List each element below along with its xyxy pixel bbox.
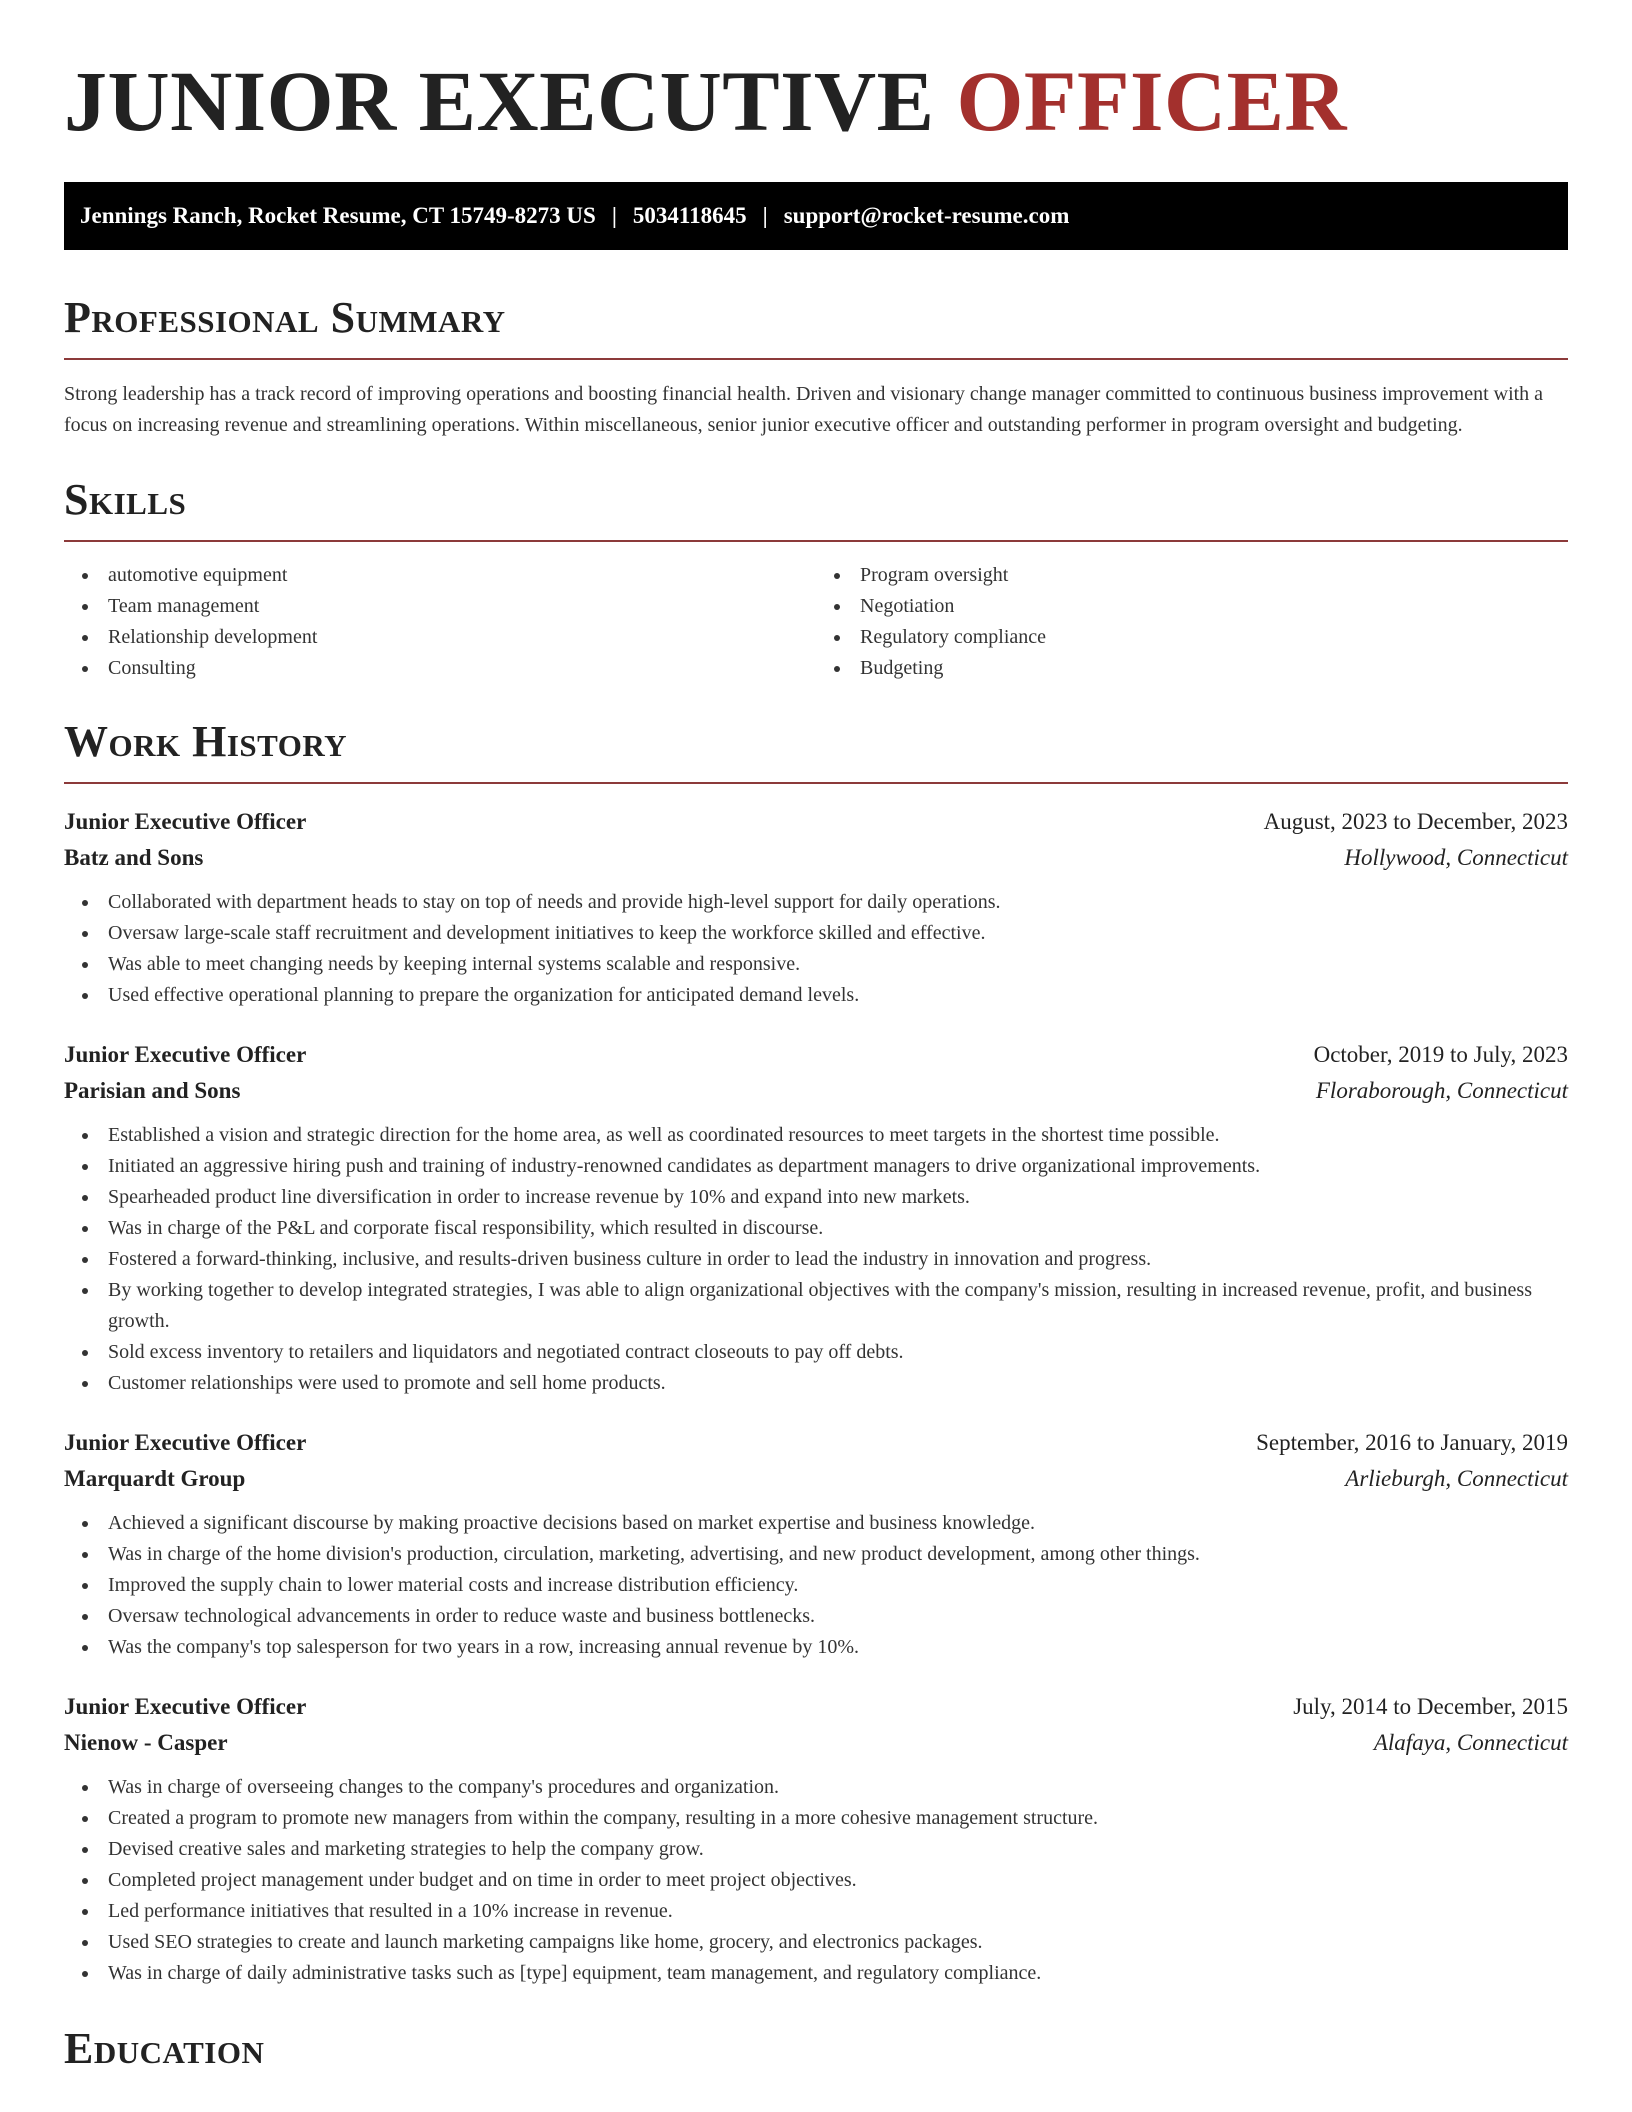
job-bullet: Oversaw large-scale staff recruitment and development initiatives to keep the workforce skilled and effective. — [64, 918, 1568, 949]
job-bullet: Established a vision and strategic direction for the home area, as well as coordinated resources to meet targets in the shortest time possible. — [64, 1120, 1568, 1151]
skills-heading: Skills — [64, 475, 187, 524]
job-company: Batz and Sons — [64, 845, 204, 870]
job-bullet: Initiated an aggressive hiring push and training of industry-renowned candidates as department managers to drive organizational improvements. — [64, 1151, 1568, 1182]
job-dates: August, 2023 to December, 2023 — [1263, 809, 1568, 834]
job-title: Junior Executive Officer — [64, 809, 307, 834]
title-accent: OFFICER — [956, 53, 1348, 149]
job-company-row — [64, 1725, 1568, 1761]
education-heading: Education — [64, 2024, 265, 2073]
job-title: Junior Executive Officer — [64, 1430, 307, 1455]
job-bullet: Created a program to promote new managers from within the company, resulting in a more cohesive management structure. — [64, 1803, 1568, 1834]
job-bullet: Achieved a significant discourse by making proactive decisions based on market expertise and business knowledge. — [64, 1508, 1568, 1539]
job-entry — [64, 1425, 1568, 1663]
skills-column-right — [816, 560, 1568, 684]
job-entry — [64, 1689, 1568, 1989]
work-history-heading: Work History — [64, 717, 348, 766]
skill-item: Program oversight — [816, 560, 1568, 591]
summary-heading: Professional Summary — [64, 293, 506, 342]
job-bullets — [64, 1772, 1568, 1989]
job-company-row — [64, 840, 1568, 876]
job-bullet: Was the company's top salesperson for two years in a row, increasing annual revenue by 10%. — [64, 1632, 1568, 1663]
title-main: JUNIOR EXECUTIVE — [64, 53, 935, 149]
job-dates: September, 2016 to January, 2019 — [1256, 1430, 1568, 1455]
job-company-row — [64, 1461, 1568, 1497]
job-header-row — [64, 804, 1568, 840]
job-header-row — [64, 1425, 1568, 1461]
contact-address: Jennings Ranch, Rocket Resume, CT 15749-8273 US — [80, 203, 596, 228]
job-bullet: Devised creative sales and marketing strategies to help the company grow. — [64, 1834, 1568, 1865]
job-company: Nienow - Casper — [64, 1730, 228, 1755]
job-entry — [64, 804, 1568, 1011]
job-company: Parisian and Sons — [64, 1078, 241, 1103]
job-bullet: Collaborated with department heads to stay on top of needs and provide high-level support for daily operations. — [64, 887, 1568, 918]
job-bullet: Oversaw technological advancements in order to reduce waste and business bottlenecks. — [64, 1601, 1568, 1632]
job-bullet: Used SEO strategies to create and launch marketing campaigns like home, grocery, and electronics packages. — [64, 1927, 1568, 1958]
contact-email: support@rocket-resume.com — [783, 203, 1070, 228]
job-location: Arlieburgh, Connecticut — [1345, 1466, 1568, 1491]
job-bullet: Spearheaded product line diversification in order to increase revenue by 10% and expand into new markets. — [64, 1182, 1568, 1213]
skills-column-left — [64, 560, 816, 684]
skills-list — [64, 560, 1568, 684]
section-divider — [64, 358, 1568, 360]
page-title — [64, 53, 1568, 149]
job-bullet: Completed project management under budget and on time in order to meet project objectives. — [64, 1865, 1568, 1896]
job-bullet: Customer relationships were used to promote and sell home products. — [64, 1368, 1568, 1399]
job-title: Junior Executive Officer — [64, 1042, 307, 1067]
contact-bar — [64, 182, 1568, 250]
job-location: Floraborough, Connecticut — [1315, 1078, 1568, 1103]
section-divider — [64, 540, 1568, 542]
job-bullet: Was in charge of daily administrative tasks such as [type] equipment, team management, and regulatory compliance. — [64, 1958, 1568, 1989]
skill-item: Relationship development — [64, 622, 816, 653]
skill-item: Negotiation — [816, 591, 1568, 622]
skill-item: automotive equipment — [64, 560, 816, 591]
contact-phone: 5034118645 — [632, 203, 747, 228]
job-location: Hollywood, Connecticut — [1344, 845, 1568, 870]
job-location: Alafaya, Connecticut — [1373, 1730, 1568, 1755]
job-bullet: Was able to meet changing needs by keeping internal systems scalable and responsive. — [64, 949, 1568, 980]
job-entry — [64, 1037, 1568, 1399]
job-bullet: Used effective operational planning to prepare the organization for anticipated demand levels. — [64, 980, 1568, 1011]
job-bullet: Was in charge of the P&L and corporate fiscal responsibility, which resulted in discourse. — [64, 1213, 1568, 1244]
job-bullets — [64, 1508, 1568, 1663]
summary-text: Strong leadership has a track record of improving operations and boosting financial health. Driven and visionary change manager committed to continuous business improvement with a focus on increasing revenue and streamlining operations. Within miscellaneous, senior junior executive officer and outstanding performer in program oversight and budgeting. — [64, 383, 1544, 436]
job-dates: October, 2019 to July, 2023 — [1313, 1042, 1568, 1067]
skill-item: Consulting — [64, 653, 816, 684]
contact-separator: | — [762, 203, 768, 228]
job-company: Marquardt Group — [64, 1466, 246, 1491]
job-company-row — [64, 1073, 1568, 1109]
job-bullets — [64, 887, 1568, 1011]
job-bullet: Was in charge of overseeing changes to the company's procedures and organization. — [64, 1772, 1568, 1803]
contact-separator: | — [611, 203, 617, 228]
skill-item: Regulatory compliance — [816, 622, 1568, 653]
job-bullet: Led performance initiatives that resulted in a 10% increase in revenue. — [64, 1896, 1568, 1927]
job-dates: July, 2014 to December, 2015 — [1293, 1694, 1568, 1719]
job-title: Junior Executive Officer — [64, 1694, 307, 1719]
skill-item: Team management — [64, 591, 816, 622]
job-bullet: Improved the supply chain to lower material costs and increase distribution efficiency. — [64, 1570, 1568, 1601]
work-history-list — [64, 804, 1568, 1989]
job-bullets — [64, 1120, 1568, 1399]
job-bullet: Fostered a forward-thinking, inclusive, and results-driven business culture in order to lead the industry in innovation and progress. — [64, 1244, 1568, 1275]
skill-item: Budgeting — [816, 653, 1568, 684]
section-divider — [64, 782, 1568, 784]
job-header-row — [64, 1689, 1568, 1725]
job-bullet: Sold excess inventory to retailers and liquidators and negotiated contract closeouts to pay off debts. — [64, 1337, 1568, 1368]
job-bullet: By working together to develop integrated strategies, I was able to align organizational objectives with the company's mission, resulting in increased revenue, profit, and business growth. — [64, 1275, 1568, 1337]
job-bullet: Was in charge of the home division's production, circulation, marketing, advertising, and new product development, among other things. — [64, 1539, 1568, 1570]
job-header-row — [64, 1037, 1568, 1073]
